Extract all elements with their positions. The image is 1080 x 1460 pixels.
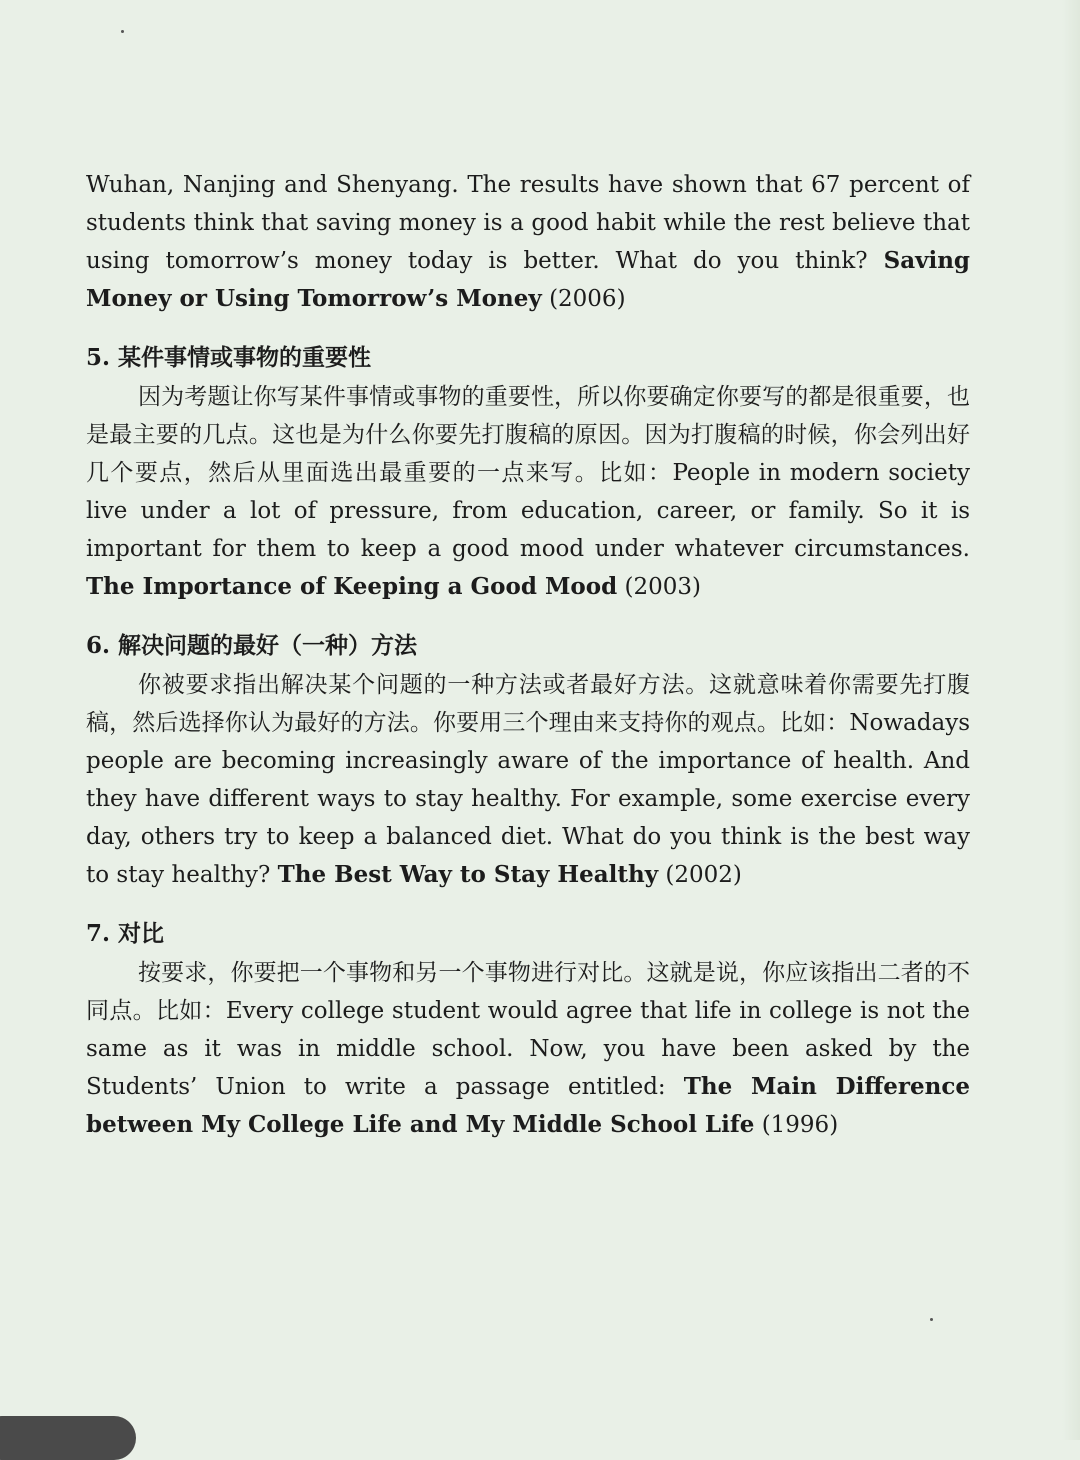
essay-title: The Importance of Keeping a Good Mood <box>86 573 618 600</box>
essay-title: Saving Money or Using Tomorrow’s Money <box>86 247 971 312</box>
section-text: 按要求，你要把一个事物和另一个事物进行对比。这就是说，你应该指出二者的不同点。比如：Every college student would agree that life in college is not the same as it was in middle school. Now, you have been asked by the Students’ Union to write a passage entitled: <box>86 960 970 1100</box>
page-edge <box>1062 0 1080 1440</box>
scan-speck <box>930 1318 933 1321</box>
essay-title: The Best Way to Stay Healthy <box>277 861 659 888</box>
section-heading-best-way: 6. 解决问题的最好（一种）方法 <box>86 632 418 659</box>
document-body <box>86 166 970 1144</box>
section-body-comparison <box>86 954 970 1144</box>
essay-year: (2006) <box>549 286 626 312</box>
essay-title: The Main Difference between My College Life and My Middle School Life <box>86 1073 970 1138</box>
intro-paragraph <box>86 166 970 318</box>
essay-year: (1996) <box>761 1112 839 1138</box>
intro-text: Wuhan, Nanjing and Shenyang. The results have shown that 67 percent of students think that saving money is a good habit while the rest believe that using tomorrow’s money today is better. What do you think? <box>86 172 970 274</box>
essay-year: (2002) <box>665 862 742 888</box>
section-heading-importance: 5. 某件事情或事物的重要性 <box>86 344 372 371</box>
scan-speck <box>121 30 124 33</box>
section-heading-comparison: 7. 对比 <box>86 920 165 947</box>
page-indicator-pill[interactable] <box>0 1416 136 1460</box>
section-body-best-way <box>86 666 970 894</box>
section-body-importance <box>86 378 970 606</box>
essay-year: (2003) <box>624 574 701 600</box>
section-text: 你被要求指出解决某个问题的一种方法或者最好方法。这就意味着你需要先打腹稿，然后选择你认为最好的方法。你要用三个理由来支持你的观点。比如：Nowadays people are becoming increasingly aware of the importance of health. And they have different ways to stay healthy. For example, some exercise every day, others try to keep a balanced diet. What do you think is the best way to stay healthy? <box>86 672 970 888</box>
section-text: 因为考题让你写某件事情或事物的重要性，所以你要确定你要写的都是很重要，也是最主要的几点。这也是为什么你要先打腹稿的原因。因为打腹稿的时候，你会列出好几个要点，然后从里面选出最重要的一点来写。比如：People in modern society live under a lot of pressure, from education, career, or family. So it is important for them to keep a good mood under whatever circumstances. <box>86 384 970 562</box>
